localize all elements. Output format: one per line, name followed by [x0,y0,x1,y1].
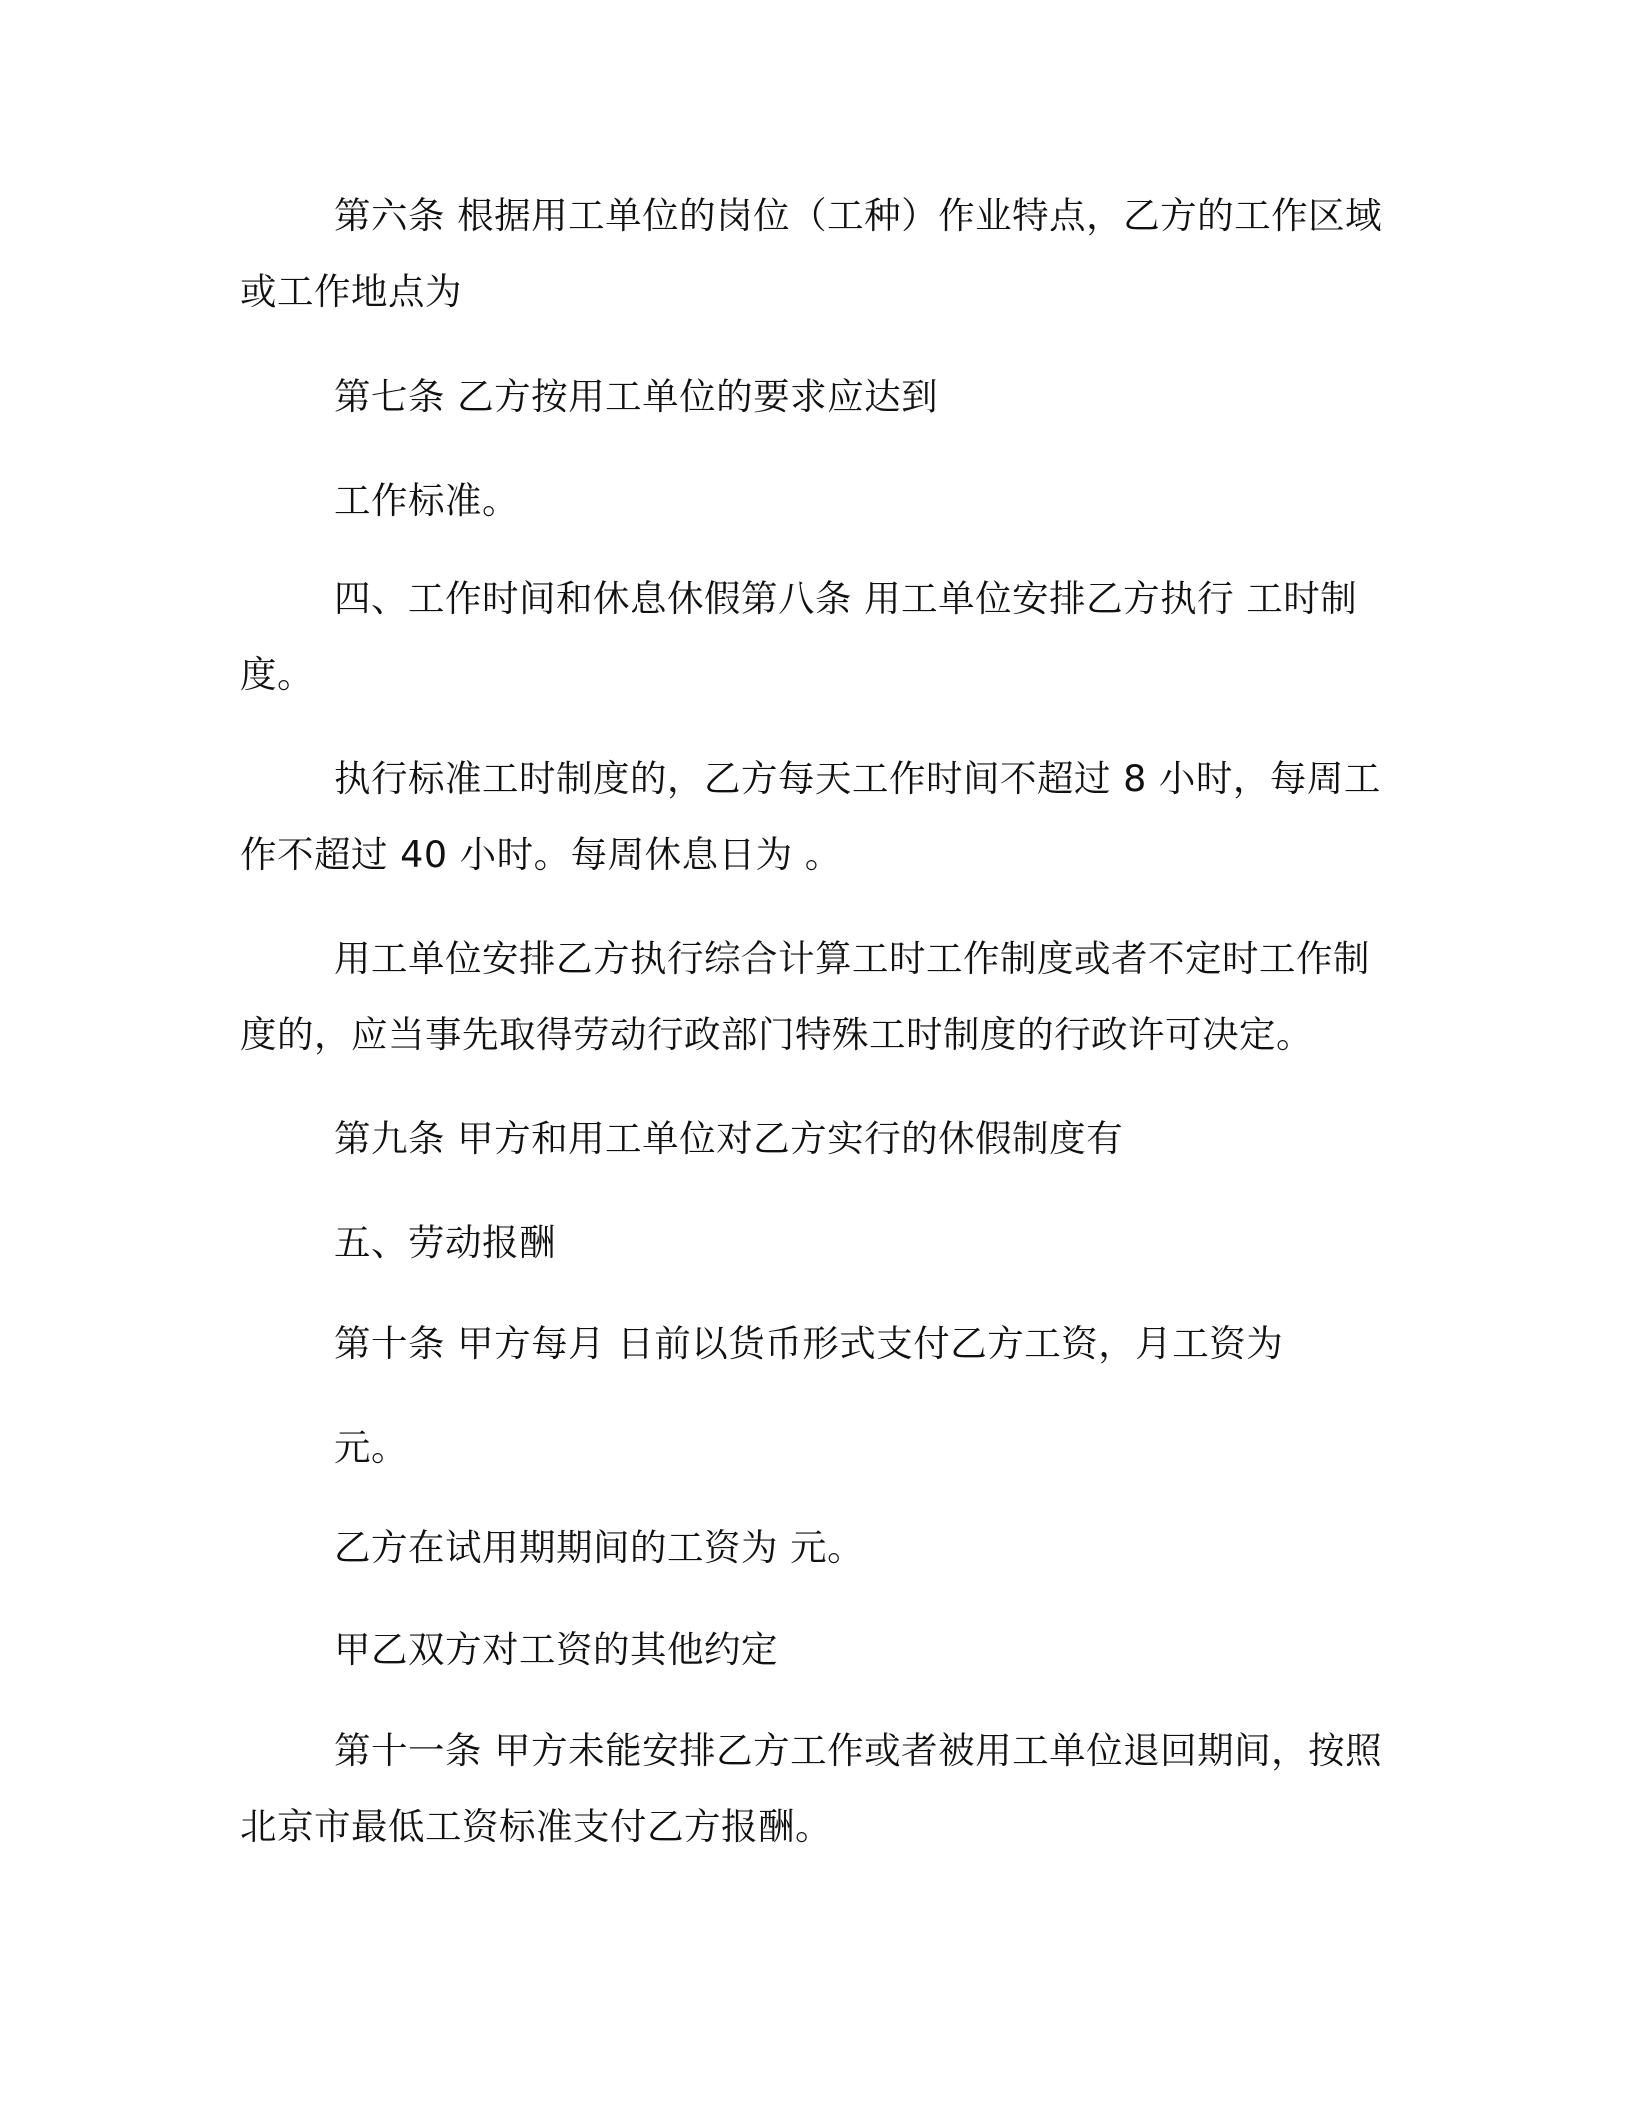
paragraph-article-6: 第六条 根据用工单位的岗位（工种）作业特点，乙方的工作区域或工作地点为 [240,194,1383,313]
paragraph-article-7: 第七条 乙方按用工单位的要求应达到 [334,375,939,418]
paragraph-special-hours: 用工单位安排乙方执行综合计算工时工作制度或者不定时工作制度的，应当事先取得劳动行政部门特殊工时制度的行政许可决定。 [240,937,1370,1056]
paragraph-yuan: 元。 [334,1426,408,1469]
paragraph-other-wage-terms: 甲乙双方对工资的其他约定 [334,1628,778,1671]
paragraph-section-4-article-8: 四、工作时间和休息休假第八条 用工单位安排乙方执行 工时制度。 [240,577,1358,696]
paragraph-article-11: 第十一条 甲方未能安排乙方工作或者被用工单位退回期间，按照北京市最低工资标准支付乙方报酬。 [240,1729,1383,1848]
heading-section-5: 五、劳动报酬 [334,1221,556,1264]
paragraph-standard-hours: 执行标准工时制度的，乙方每天工作时间不超过 8 小时，每周工作不超过 40 小时。每周休息日为 。 [240,757,1381,876]
paragraph-article-10: 第十条 甲方每月 日前以货币形式支付乙方工资，月工资为 [334,1322,1284,1365]
paragraph-work-standard: 工作标准。 [334,479,519,522]
paragraph-article-9: 第九条 甲方和用工单位对乙方实行的休假制度有 [334,1117,1124,1160]
paragraph-probation-wage: 乙方在试用期期间的工资为 元。 [334,1526,865,1569]
